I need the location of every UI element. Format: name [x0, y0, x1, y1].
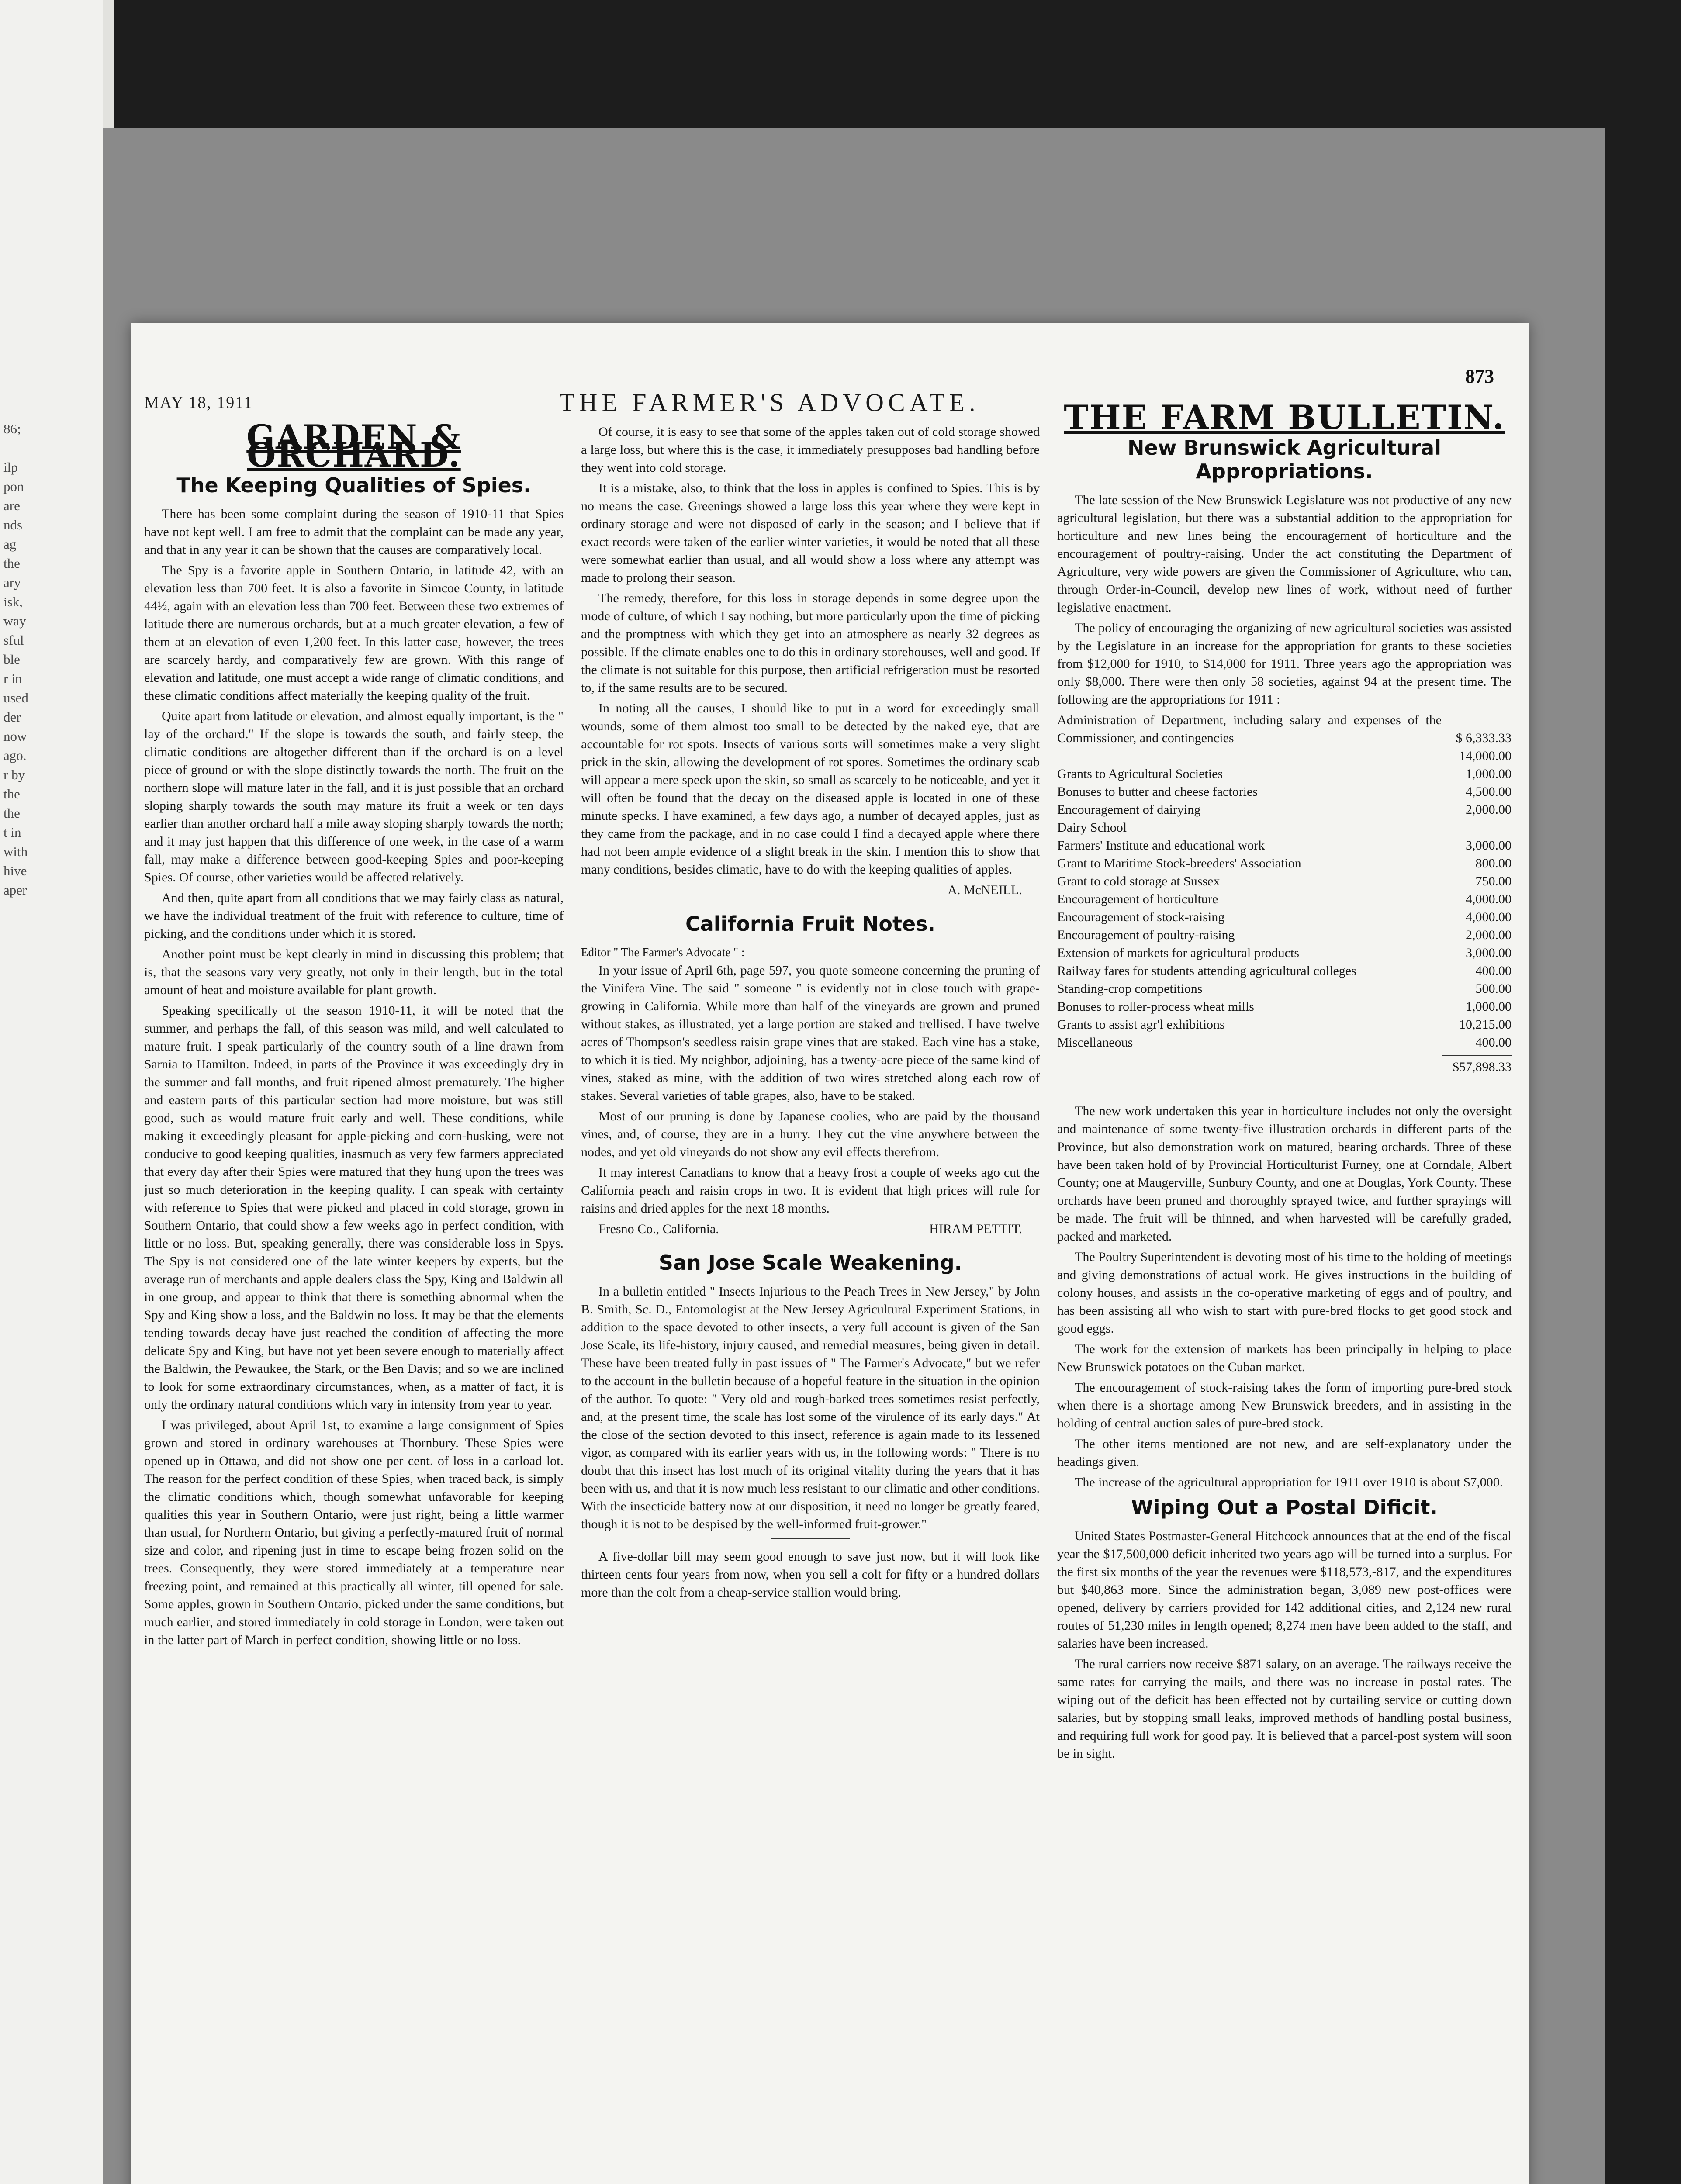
- appropriation-item: Encouragement of poultry-raising: [1057, 928, 1235, 942]
- appropriation-row: [1057, 765, 1512, 783]
- appropriation-amount: 10,215.00: [1459, 1017, 1512, 1032]
- section-heading-farm-bulletin: THE FARM BULLETIN.: [1064, 398, 1505, 437]
- appropriation-amount: 1,000.00: [1466, 999, 1512, 1014]
- paragraph: The late session of the New Brunswick Legislature was not productive of any new agricultural legislation, but there was a substantial addition to the appropriation for horticulture and new lines being the encouragement of horticulture and the encouragement of poultry-raising. Under the act constituting the Department of Agriculture, very wide powers are given the Commissioner of Agriculture, who can, through Order-in-Council, develop new lines of work, without need of further legislative enactment.: [1057, 493, 1512, 615]
- page-number: 873: [1465, 366, 1494, 387]
- paragraph: Most of our pruning is done by Japanese coolies, who are paid by the thousand vines, and, of course, they are in a hurry. They cut the vine anywhere between the nodes, and yet old vineyards do not show any evil effects therefrom.: [581, 1109, 1040, 1159]
- appropriation-row: [1057, 854, 1512, 872]
- paragraph: The encouragement of stock-raising takes the form of importing pure-bred stock when there is a shortage among New Brunswick breeders, and in assisting in the holding of central auction sales of pure-bred stock.: [1057, 1380, 1512, 1431]
- appropriation-amount: 800.00: [1475, 856, 1512, 871]
- paragraph: Another point must be kept clearly in mind in discussing this problem; that is, that the seasons vary very greatly, not only in their length, but in the total amount of heat and moisture available for plant growth.: [144, 947, 564, 997]
- section-heading-garden-orchard: GARDEN & ORCHARD.: [246, 418, 461, 474]
- paragraph: The new work undertaken this year in horticulture includes not only the oversight and maintenance of some twenty-five illustration orchards in different parts of the Province, but also demonstration work on matured, bearing orchards. Three of these have been taken hold of by Provincial Horticulturist Furney, one at Corndale, Albert County; one at Maugerville, Sunbury County, and one at Douglas, York County. These orchards have been pruned and thoroughly sprayed twice, and further sprayings will be made. The fruit will be thinned, and when harvested will be carefully graded, packed and marketed.: [1057, 1104, 1512, 1244]
- appropriation-row: [1057, 872, 1512, 890]
- column-2: [581, 423, 1040, 1604]
- paragraph: United States Postmaster-General Hitchcock announces that at the end of the fiscal year the $17,500,000 deficit inherited two years ago will be turned into a surplus. For the first six months of the year the revenues were $118,573,-817, and the expenditures but $40,863 more. Since the administration began, 3,089 new post-offices were opened, delivery by carriers provided for 142 additional cities, and 2,124 new rural routes of 51,230 miles in length opened; 8,274 men have been added to the staff, and salaries have been increased.: [1057, 1529, 1512, 1651]
- appropriation-item: Encouragement of horticulture: [1057, 892, 1218, 906]
- paragraph: Speaking specifically of the season 1910-11, it will be noted that the summer, and perhaps the fall, of this season was mild, and well calculated to mature fruit. I speak particularly of the country south of a line drawn from Sarnia to Hamilton. Indeed, in parts of the Province it was exceedingly dry in the summer and fall months, and fruit ripened almost prematurely. The higher and eastern parts of this particular section had more moisture, but was still good, such as would mature fruit early and well. These conditions, while making it exceedingly pleasant for apple-picking and corn-husking, were not conducive to good keeping qualities, inasmuch as very few farmers appreciated that every day after their Spies were matured that they hung upon the trees was just so much deterioration in the keeping quality. I can speak with certainty with reference to Spies that were picked and placed in cold storage, grown in Southern Ontario, that could show a few weeks ago in perfect condition, with little or no loss. But, speaking generally, there was considerable loss in Spys. The Spy is not considered one of the late winter keepers by experts, but the average run of merchants and apple dealers class the Spy, King and Baldwin all in one group, and appear to think that there is something abnormal when the Spy and King show a loss, and the Baldwin no loss. It may be that the elements tending towards decay have just reached the condition of affecting the more delicate Spy and King, but have not yet been severe enough to materially affect the Baldwin, the Pewaukee, the Stark, or the Ben Davis; and so we are inclined to look for some extraordinary circumstances, when, as a matter of fact, it is only the ordinary natural conditions which vary in intensity from year to year.: [144, 1003, 564, 1412]
- paragraph: It is a mistake, also, to think that the loss in apples is confined to Spies. This is by no means the case. Greenings showed a large loss this year where they were kept in ordinary storage and were not disposed of early in the season; and I believe that if exact records were taken of the earlier winter varieties, it would be noted that all these were somewhat earlier than usual, and all would show a loss where any attempt was made to prolong their season.: [581, 481, 1040, 585]
- appropriation-amount: 4,000.00: [1466, 892, 1512, 906]
- paragraph: The remedy, therefore, for this loss in storage depends in some degree upon the mode of culture, of which I say nothing, but more particularly upon the time of picking and the promptness with which they get into an atmosphere as nearly 32 degrees as possible. If the climate enables one to do this in ordinary storehouses, well and good. If the climate is not suitable for this purpose, then artificial refrigeration must be resorted to, if the same results are to be secured.: [581, 591, 1040, 695]
- appropriation-row: [1057, 1033, 1512, 1051]
- appropriation-item: Dairy School: [1057, 820, 1127, 835]
- paragraph: It may interest Canadians to know that a heavy frost a couple of weeks ago cut the California peach and raisin crops in two. It is evident that high prices will rule for raisins and dried apples for the next 18 months.: [581, 1165, 1040, 1216]
- appropriation-item: Standing-crop competitions: [1057, 981, 1203, 996]
- appropriation-item: Miscellaneous: [1057, 1035, 1133, 1050]
- appropriation-row: [1057, 980, 1512, 998]
- paragraph: I was privileged, about April 1st, to examine a large consignment of Spies grown and stored in ordinary warehouses at Thornbury. These Spies were opened up in Ottawa, and did not show one per cent. of loss in a carload lot. The reason for the perfect condition of these Spies, when traced back, is simply the climatic conditions which, though somewhat unfavorable for keeping qualities this year in Southern Ontario, were just right, being a little warmer than usual, for Northern Ontario, but giving a perfectly-matured fruit of normal size and color, and ripening just in time to escape being frozen solid on the trees. Consequently, they were stored immediately at a temperature near freezing point, and remained at this practically all winter, till opened for sale. Some apples, grown in Southern Ontario, picked under the same conditions, but much earlier, and stored immediately in cold storage in London, were taken out in the latter part of March in perfect condition, showing little or no loss.: [144, 1418, 564, 1647]
- appropriation-item: Grant to Maritime Stock-breeders' Association: [1057, 856, 1301, 871]
- paragraph: The rural carriers now receive $871 salary, on an average. The railways receive the same rates for carrying the mails, and there was no increase in postal rates. The wiping out of the deficit has been effected not by curtailing service or cutting down salaries, but by stopping small leaks, improved methods of handling postal business, and requiring full work for good pay. It is believed that a parcel-post system will soon be in sight.: [1057, 1657, 1512, 1761]
- editor-line: Editor " The Farmer's Advocate " :: [581, 946, 745, 959]
- paragraph: The Spy is a favorite apple in Southern Ontario, in latitude 42, with an elevation less than 700 feet. It is also a favorite in Simcoe County, in latitude 44½, again with an elevation less than 700 feet. Between these two extremes of latitude there are numerous orchards, but at a much greater elevation, a few of them at an elevation of even 1,200 feet. In this latter case, however, the trees are scarcely hardy, and comparatively few are grown. With this range of elevation and latitude, one must accept a wide range of climatic conditions, and these climatic conditions affect materially the keeping quality of the fruit.: [144, 563, 564, 703]
- appropriation-amount: 500.00: [1475, 981, 1512, 996]
- paragraph: There has been some complaint during the season of 1910-11 that Spies have not kept well. I am free to admit that the complaint can be made any year, and that in any year it can be shown that the causes are comparatively local.: [144, 507, 564, 557]
- appropriation-item: Grant to cold storage at Sussex: [1057, 874, 1220, 888]
- appropriation-row: [1057, 908, 1512, 926]
- article-title-san-jose: San Jose Scale Weakening.: [658, 1251, 962, 1275]
- appropriation-amount: 4,000.00: [1466, 910, 1512, 924]
- appropriation-item: Extension of markets for agricultural products: [1057, 946, 1300, 960]
- column-1: [144, 418, 564, 1652]
- byline-signature: HIRAM PETTIT.: [929, 1222, 1022, 1236]
- appropriation-item: Encouragement of stock-raising: [1057, 910, 1225, 924]
- paragraph: The policy of encouraging the organizing of new agricultural societies was assisted by the Legislature in an increase for the appropriation for grants to these societies from $12,000 for 1910, to $14,000 for 1911. Three years ago the appropriation was only $8,000. There were then only 58 societies, against 94 at the present time. The following are the appropriations for 1911 :: [1057, 621, 1512, 707]
- appropriation-amount: 4,500.00: [1466, 784, 1512, 799]
- paragraph: Quite apart from latitude or elevation, and almost equally important, is the " lay of the orchard." If the slope is towards the south, and fairly steep, the climatic conditions are altogether different than if the orchard is on a level piece of ground or with the slope distinctly towards the north. The fruit on the northern slope will mature later in the fall, and it is just possible that an orchard sloping sharply towards the south may mature its fruit a week or ten days earlier than another orchard half a mile away sloping sharply towards the north; and it may just happen that this difference of one week, in the case of a warm fall, may make a difference between good-keeping Spies and poor-keeping Spies. Of course, other varieties would be affected relatively.: [144, 709, 564, 885]
- appropriation-amount: 400.00: [1475, 1035, 1512, 1050]
- appropriation-row: [1057, 944, 1512, 962]
- article-title-california: California Fruit Notes.: [685, 912, 936, 936]
- appropriation-row: [1057, 962, 1512, 980]
- paragraph: And then, quite apart from all conditions that we may fairly class as natural, we have the individual treatment of the fruit with reference to culture, time of picking, and the conditions under which it is stored.: [144, 891, 564, 941]
- appropriations-table: [1057, 711, 1512, 1051]
- paper-title: THE FARMER'S ADVOCATE.: [559, 388, 980, 417]
- appropriation-item: Administration of Department, including salary and expenses of the Commissioner, and contingencies: [1057, 713, 1442, 745]
- filler-paragraph: A five-dollar bill may seem good enough to save just now, but it will look like thirteen cents four years from now, when you sell a colt for fifty or a hundred dollars more than the colt from a cheap-service stallion would bring.: [581, 1549, 1040, 1600]
- article-title-postal-deficit: Wiping Out a Postal Dificit.: [1131, 1496, 1438, 1519]
- appropriation-item: Bonuses to roller-process wheat mills: [1057, 999, 1254, 1014]
- appropriation-amount: 3,000.00: [1466, 946, 1512, 960]
- signature: A. McNEILL.: [948, 883, 1022, 897]
- facing-page-fragment: [0, 0, 114, 2184]
- appropriation-row: [1057, 998, 1512, 1016]
- appropriation-row: [1057, 890, 1512, 908]
- appropriation-amount: 2,000.00: [1466, 928, 1512, 942]
- appropriation-item: [1057, 747, 1442, 765]
- newspaper-page: [131, 323, 1529, 2184]
- appropriation-amount: 3,000.00: [1466, 838, 1512, 853]
- appropriation-amount: [1442, 819, 1512, 836]
- paragraph: In your issue of April 6th, page 597, you quote someone concerning the pruning of the Vinifera Vine. The said " someone " is evidently not in close touch with grape-growing in California. While more than half of the vineyards are grown and pruned without stakes, as illustrated, yet a large portion are staked and trellised. I have twelve acres of Thompson's seedless raisin grape vines that are staked. Each vine has a stake, to which it is tied. My neighbor, adjoining, has a twenty-acre piece of the same kind of vines, staked as mine, with the addition of two wires stretched along each row of stakes. Several varieties of table grapes, also, have to be staked.: [581, 963, 1040, 1103]
- appropriation-amount: 14,000.00: [1459, 749, 1512, 763]
- appropriation-amount: 750.00: [1475, 874, 1512, 888]
- byline-place: Fresno Co., California.: [598, 1222, 719, 1236]
- appropriation-item: Grants to Agricultural Societies: [1057, 767, 1223, 781]
- appropriation-row: [1057, 836, 1512, 854]
- appropriation-amount: 1,000.00: [1466, 767, 1512, 781]
- appropriation-row: [1057, 711, 1512, 747]
- appropriation-amount: $ 6,333.33: [1456, 731, 1512, 745]
- appropriation-item: Encouragement of dairying: [1057, 802, 1201, 817]
- byline: [598, 1220, 1022, 1238]
- appropriation-item: Farmers' Institute and educational work: [1057, 838, 1265, 853]
- appropriation-amount: 2,000.00: [1466, 802, 1512, 817]
- column-3: [1057, 398, 1512, 1765]
- appropriation-row: [1057, 1016, 1512, 1033]
- paragraph: The work for the extension of markets has been principally in helping to place New Brunswick potatoes on the Cuban market.: [1057, 1342, 1512, 1374]
- paragraph: The other items mentioned are not new, and are self-explanatory under the headings given.: [1057, 1437, 1512, 1469]
- facing-page-text: 86; ilp pon are nds ag the ary isk, way sful ble r in used der now ago. r by the the t in with hive aper: [3, 421, 28, 898]
- appropriation-row: [1057, 926, 1512, 944]
- appropriation-row: [1057, 783, 1512, 801]
- appropriation-row: [1057, 801, 1512, 819]
- divider: [771, 1538, 850, 1539]
- paragraph: Of course, it is easy to see that some of the apples taken out of cold storage showed a large loss, but where this is the case, it immediately presupposes bad handling before they went into cold storage.: [581, 425, 1040, 475]
- paragraph: In a bulletin entitled " Insects Injurious to the Peach Trees in New Jersey," by John B. Smith, Sc. D., Entomologist at the New Jersey Agricultural Experiment Stations, in addition to the space devoted to other insects, a very full account is given of the San Jose Scale, its life-history, injury caused, and remedial measures, being given in detail. These have been treated fully in past issues of " The Farmer's Advocate," but we refer to the account in the bulletin because of a hopeful feature in the situation in the opinion of the author. To quote: " Very old and rough-barked trees sometimes resist perfectly, and, at the present time, the scale has lost some of the virulence of its early days." At the close of the section devoted to this insect, reference is again made to its lessened vigor, as compared with its earlier years with us, in the following words: " There is no doubt that this insect has lost much of its original vitality during the years that it has been with us, and that it is now much less resistant to our climatic and other conditions. With the insecticide battery now at our disposition, it need no longer be greatly feared, though it is not to be despised by the well-informed fruit-grower.": [581, 1284, 1040, 1531]
- article-title-nb-appropriations: New Brunswick Agricultural Appropriations.: [1128, 436, 1441, 483]
- appropriation-row: [1057, 819, 1512, 836]
- issue-date: MAY 18, 1911: [144, 394, 253, 412]
- paragraph: In noting all the causes, I should like to put in a word for exceedingly small wounds, some of them almost too small to be detected by the naked eye, that are accountable for rot spots. Insects of various sorts will sometimes make a very slight prick in the skin, allowing the development of rot spores. Sometimes the ordinary scab will appear a mere speck upon the skin, so small as scarcely to be noticeable, and yet it will often be found that the decay on the diseased apple is located in one of these minute specks. I have examined, a few days ago, a number of decayed apples, just as they came from the package, and in no case could I find a decayed apple where there had not been ample evidence of a slight break in the skin. I mention this to show that many conditions, besides climatic, have to do with the keeping qualities of apples.: [581, 701, 1040, 877]
- appropriations-total: $57,898.33: [1442, 1055, 1512, 1076]
- article-title-spies: The Keeping Qualities of Spies.: [176, 473, 531, 497]
- appropriation-item: Bonuses to butter and cheese factories: [1057, 784, 1258, 799]
- appropriation-item: Railway fares for students attending agricultural colleges: [1057, 964, 1356, 978]
- paragraph: The Poultry Superintendent is devoting most of his time to the holding of meetings and giving demonstrations of actual work. He gives instructions in the building of colony houses, and assists in the co-operative marketing of eggs and of poultry, and has been assisting all who wish to start with pure-bred flocks to get good stock and good eggs.: [1057, 1250, 1512, 1336]
- appropriation-amount: 400.00: [1475, 964, 1512, 978]
- appropriation-row: [1057, 747, 1512, 765]
- paragraph: The increase of the agricultural appropriation for 1911 over 1910 is about $7,000.: [1075, 1475, 1503, 1489]
- appropriation-item: Grants to assist agr'l exhibitions: [1057, 1017, 1225, 1032]
